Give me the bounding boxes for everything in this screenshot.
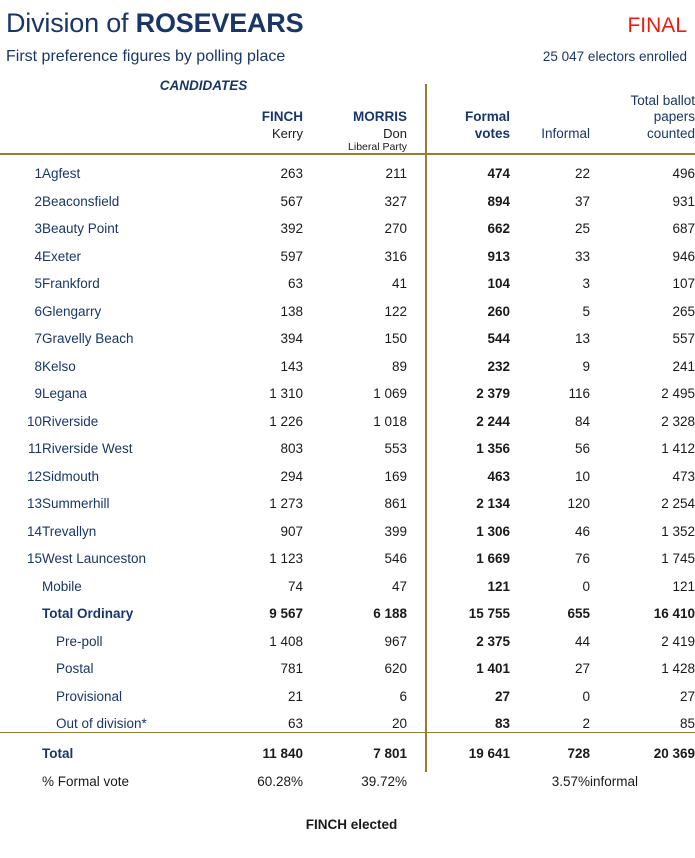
row-morris: 270	[384, 221, 407, 237]
row-morris: 546	[384, 551, 407, 567]
table-row	[0, 155, 695, 183]
row-morris: 316	[384, 248, 407, 264]
row-ballots: 2 254	[661, 496, 695, 512]
table-row	[0, 210, 695, 238]
row-ballots: 2 495	[661, 386, 695, 402]
row-morris: 122	[384, 303, 407, 319]
grand-total-formal: 19 641	[468, 746, 510, 762]
total-ballots-line1: Total ballot	[630, 93, 695, 108]
row-formal: 544	[487, 331, 510, 347]
row-finch: 392	[280, 221, 303, 237]
row-finch: 63	[287, 276, 303, 292]
row-gap	[407, 512, 425, 540]
row-index: 9	[34, 386, 42, 402]
header-gap-col	[407, 93, 425, 142]
row-informal: 120	[567, 496, 590, 512]
percent-finch: 60.28%	[257, 774, 303, 790]
party-formal-spacer	[425, 142, 510, 154]
row-formal: 662	[487, 221, 510, 237]
row-ballots: 946	[672, 248, 695, 264]
percent-label: % Formal vote	[42, 774, 130, 790]
row-ballots: 241	[672, 358, 695, 374]
row-formal: 2 134	[476, 496, 510, 512]
row-finch: 74	[287, 578, 303, 594]
row-index: 4	[34, 248, 42, 264]
row-place: Glengarry	[42, 303, 102, 319]
row-place: Legana	[42, 386, 88, 402]
row-morris: 553	[384, 441, 407, 457]
row-morris: 1 069	[373, 386, 407, 402]
decl-gap	[407, 705, 425, 733]
row-finch: 138	[280, 303, 303, 319]
row-morris: 211	[385, 166, 407, 182]
table-row	[0, 182, 695, 210]
grand-total-row	[0, 733, 695, 762]
row-morris: 1 018	[373, 413, 407, 429]
decl-morris: 20	[391, 716, 407, 732]
row-informal: 76	[574, 551, 590, 567]
party-gap-spacer	[407, 142, 425, 154]
decl-gap	[407, 622, 425, 650]
grand-total-label: Total	[42, 746, 74, 762]
header-candidate-finch	[210, 93, 303, 142]
row-place: Agfest	[42, 166, 81, 182]
row-morris: 89	[391, 358, 407, 374]
row-gap	[407, 237, 425, 265]
row-informal: 3	[582, 276, 590, 292]
title-row	[6, 8, 689, 39]
row-gap	[407, 210, 425, 238]
row-index: 12	[26, 468, 42, 484]
column-header-row	[0, 93, 695, 142]
status-badge: FINAL	[627, 14, 687, 37]
row-morris: 861	[384, 496, 407, 512]
row-informal: 56	[574, 441, 590, 457]
row-place: Beaconsfield	[42, 193, 120, 209]
row-index: 8	[34, 358, 42, 374]
row-morris: 150	[384, 331, 407, 347]
row-index: 3	[34, 221, 42, 237]
table-row	[0, 265, 695, 293]
morris-given-name: Don	[383, 126, 407, 142]
party-index-spacer	[0, 142, 42, 154]
row-informal: 9	[582, 358, 590, 374]
row-informal: 25	[574, 221, 590, 237]
row-gap	[407, 320, 425, 348]
decl-informal: 27	[574, 661, 590, 677]
row-informal: 22	[574, 166, 590, 182]
division-prefix: Division of	[6, 8, 129, 38]
row-place: West Launceston	[42, 551, 147, 567]
decl-formal: 27	[494, 688, 510, 704]
grand-total-morris: 7 801	[373, 746, 407, 762]
decl-finch: 21	[287, 688, 303, 704]
row-formal: 232	[487, 358, 510, 374]
row-place: Exeter	[42, 248, 82, 264]
finch-party	[210, 142, 303, 154]
total-ballots-line3: counted	[646, 125, 695, 141]
header-total-ballots	[590, 93, 695, 142]
row-formal: 1 356	[476, 441, 510, 457]
row-place: Riverside West	[42, 441, 133, 457]
decl-finch: 781	[280, 661, 303, 677]
grand-total-index	[0, 733, 42, 762]
row-finch: 263	[280, 166, 303, 182]
grand-total-finch: 11 840	[262, 746, 303, 762]
elected-note: FINCH elected	[305, 817, 398, 833]
grand-total-gap	[407, 733, 425, 762]
row-ballots: 2 328	[661, 413, 695, 429]
row-formal: 1 669	[476, 551, 510, 567]
decl-ballots: 27	[679, 688, 695, 704]
row-place: Gravelly Beach	[42, 331, 134, 347]
row-formal: 2 244	[476, 413, 510, 429]
electors-enrolled: 25 047 electors enrolled	[542, 49, 687, 64]
row-index: 14	[26, 523, 42, 539]
total-ordinary-gap	[407, 595, 425, 623]
row-finch: 803	[280, 441, 303, 457]
header-index-col	[0, 93, 42, 142]
total-ordinary-label: Total Ordinary	[42, 606, 134, 622]
table-row	[0, 375, 695, 403]
total-ordinary-morris: 6 188	[373, 606, 407, 622]
row-formal: 121	[487, 578, 510, 594]
decl-formal: 83	[494, 716, 510, 732]
decl-ballots: 2 419	[661, 633, 695, 649]
row-finch: 597	[280, 248, 303, 264]
row-ballots: 473	[672, 468, 695, 484]
row-formal: 463	[487, 468, 510, 484]
row-formal: 2 379	[476, 386, 510, 402]
table-row	[0, 705, 695, 733]
decl-place: Provisional	[56, 688, 123, 704]
decl-morris: 620	[384, 661, 407, 677]
table-row	[0, 430, 695, 458]
decl-formal: 1 401	[476, 661, 510, 677]
row-gap	[407, 540, 425, 568]
row-gap	[407, 430, 425, 458]
row-gap	[407, 402, 425, 430]
row-formal: 474	[487, 166, 510, 182]
formal-votes-line1: Formal	[464, 109, 510, 125]
row-gap	[407, 485, 425, 513]
row-finch: 907	[280, 523, 303, 539]
row-index: 11	[27, 441, 42, 457]
results-sheet	[0, 78, 695, 832]
row-index: 15	[26, 551, 42, 567]
row-ballots: 1 412	[661, 441, 695, 457]
table-row	[0, 622, 695, 650]
row-morris: 399	[384, 523, 407, 539]
table-row	[0, 237, 695, 265]
total-ordinary-index	[0, 595, 42, 623]
table-row	[0, 320, 695, 348]
decl-formal: 2 375	[476, 633, 510, 649]
row-finch: 1 310	[269, 386, 303, 402]
vertical-divider	[425, 84, 427, 772]
header-formal-votes	[425, 93, 510, 142]
row-informal: 46	[574, 523, 590, 539]
total-ordinary-ballots: 16 410	[653, 606, 695, 622]
table-row	[0, 485, 695, 513]
row-formal: 260	[487, 303, 510, 319]
page-title	[6, 8, 303, 39]
row-informal: 33	[574, 248, 590, 264]
row-informal: 84	[574, 413, 590, 429]
decl-finch: 63	[287, 716, 303, 732]
table-row	[0, 457, 695, 485]
row-index: 2	[34, 193, 42, 209]
row-gap	[407, 457, 425, 485]
row-index	[0, 567, 42, 595]
header-informal: Informal	[541, 125, 590, 141]
total-ordinary-informal: 655	[567, 606, 590, 622]
row-place: Riverside	[42, 413, 99, 429]
decl-index	[0, 677, 42, 705]
decl-informal: 2	[582, 716, 590, 732]
row-informal: 5	[582, 303, 590, 319]
percent-formal	[425, 762, 510, 790]
row-gap	[407, 375, 425, 403]
morris-party: Liberal Party	[348, 141, 407, 154]
decl-finch: 1 408	[269, 633, 303, 649]
row-index: 5	[34, 276, 42, 292]
candidates-banner-spacer	[407, 78, 695, 93]
row-ballots: 1 352	[661, 523, 695, 539]
row-place: Trevallyn	[42, 523, 97, 539]
row-finch: 1 123	[269, 551, 303, 567]
row-morris: 327	[384, 193, 407, 209]
table-row	[0, 347, 695, 375]
decl-ballots: 85	[679, 716, 695, 732]
finch-surname: FINCH	[261, 109, 303, 125]
row-informal: 10	[574, 468, 590, 484]
decl-ballots: 1 428	[661, 661, 695, 677]
decl-place: Pre-poll	[56, 633, 103, 649]
party-row	[0, 142, 695, 154]
page-header	[0, 0, 695, 66]
row-finch: 294	[280, 468, 303, 484]
row-ballots: 121	[672, 578, 695, 594]
row-informal: 116	[568, 386, 590, 402]
row-ballots: 265	[672, 303, 695, 319]
row-gap	[407, 265, 425, 293]
row-gap	[407, 182, 425, 210]
decl-morris: 6	[399, 688, 407, 704]
row-index: 6	[34, 303, 42, 319]
decl-index	[0, 650, 42, 678]
row-finch: 1 226	[269, 413, 303, 429]
table-row	[0, 677, 695, 705]
row-index: 13	[26, 496, 42, 512]
percent-informal: 3.57%	[551, 774, 590, 790]
results-table	[0, 78, 695, 790]
row-ballots: 557	[672, 331, 695, 347]
row-formal: 913	[487, 248, 510, 264]
row-formal: 1 306	[476, 523, 510, 539]
row-ballots: 931	[672, 193, 695, 209]
row-gap	[407, 292, 425, 320]
row-finch: 143	[280, 358, 303, 374]
table-row	[0, 540, 695, 568]
header-candidate-morris	[303, 93, 407, 142]
row-formal: 104	[487, 276, 510, 292]
decl-informal: 44	[574, 633, 590, 649]
row-place: Beauty Point	[42, 221, 119, 237]
party-ballots-spacer	[590, 142, 695, 154]
division-name: ROSEVEARS	[135, 8, 304, 38]
grand-total-informal: 728	[567, 746, 590, 762]
party-place-spacer	[42, 142, 210, 154]
row-informal: 37	[574, 193, 590, 209]
row-finch: 394	[280, 331, 303, 347]
row-gap	[407, 155, 425, 183]
decl-index	[0, 705, 42, 733]
total-ordinary-formal: 15 755	[468, 606, 510, 622]
decl-index	[0, 622, 42, 650]
table-row	[0, 512, 695, 540]
row-ballots: 1 745	[661, 551, 695, 567]
decl-gap	[407, 650, 425, 678]
decl-morris: 967	[384, 633, 407, 649]
row-gap	[407, 347, 425, 375]
row-finch: 1 273	[269, 496, 303, 512]
table-row	[0, 402, 695, 430]
row-index: 7	[34, 331, 42, 347]
row-ballots: 687	[672, 221, 695, 237]
row-morris: 41	[391, 276, 407, 292]
row-gap	[407, 567, 425, 595]
percent-morris: 39.72%	[361, 774, 407, 790]
subtitle-row	[6, 48, 689, 66]
row-index: 10	[26, 413, 42, 429]
percent-formal-row	[0, 762, 695, 790]
row-morris: 47	[391, 578, 407, 594]
row-ballots: 107	[672, 276, 695, 292]
finch-given-name: Kerry	[271, 126, 303, 142]
row-place: Summerhill	[42, 496, 110, 512]
table-row	[0, 567, 695, 595]
decl-gap	[407, 677, 425, 705]
decl-place: Postal	[56, 661, 94, 677]
row-place: Mobile	[42, 578, 82, 594]
row-place: Sidmouth	[42, 468, 100, 484]
percent-gap	[407, 762, 425, 790]
page-subtitle: First preference figures by polling place	[6, 48, 286, 65]
header-place-col	[42, 93, 210, 142]
table-row	[0, 292, 695, 320]
row-index: 1	[34, 166, 42, 182]
candidates-label: CANDIDATES	[159, 78, 248, 93]
formal-votes-line2: votes	[474, 125, 510, 141]
row-place: Kelso	[42, 358, 76, 374]
row-formal: 894	[487, 193, 510, 209]
grand-total-ballots: 20 369	[653, 746, 695, 762]
row-morris: 169	[384, 468, 407, 484]
row-place: Frankford	[42, 276, 100, 292]
table-row	[0, 650, 695, 678]
percent-index	[0, 762, 42, 790]
total-ordinary-row	[0, 595, 695, 623]
percent-informal-note: informal	[590, 774, 639, 790]
candidates-banner-row	[0, 78, 695, 93]
morris-surname: MORRIS	[353, 109, 407, 125]
party-informal-spacer	[510, 142, 590, 154]
decl-place: Out of division*	[56, 716, 147, 732]
total-ballots-line2: papers	[653, 109, 695, 125]
total-ordinary-finch: 9 567	[269, 606, 303, 622]
row-finch: 567	[280, 193, 303, 209]
decl-informal: 0	[582, 688, 590, 704]
row-informal: 13	[574, 331, 590, 347]
row-informal: 0	[582, 578, 590, 594]
row-ballots: 496	[672, 166, 695, 182]
